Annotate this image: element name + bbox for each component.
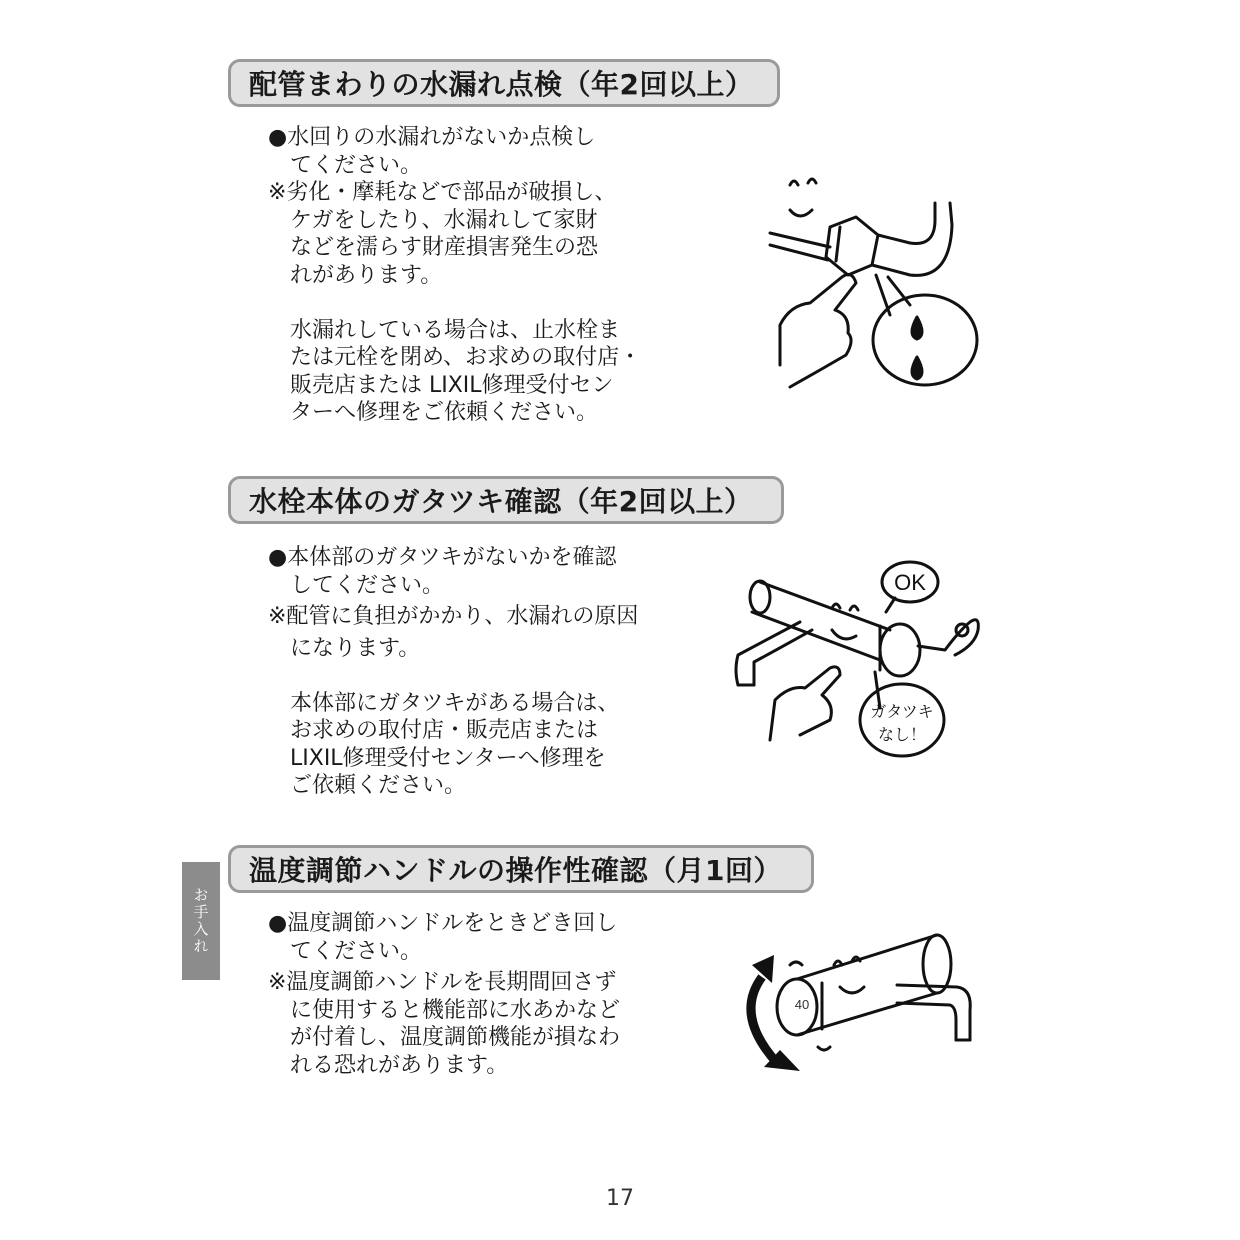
text-line: ●水回りの水漏れがないか点検し	[268, 125, 596, 150]
ok-bubble-text: OK	[894, 570, 926, 595]
text-line: してください。	[290, 572, 445, 598]
text-line: れがあります。	[290, 262, 443, 288]
text-line: てください。	[290, 938, 423, 964]
bubble-text-line2: なし！	[877, 725, 927, 744]
section-heading-faucet-wobble	[228, 476, 784, 524]
text-line: ※配管に負担がかかり、水漏れの原因	[268, 604, 639, 629]
section-heading-temperature-handle	[228, 845, 814, 893]
side-tab-label: お手入れ	[191, 887, 210, 955]
bubble-text-line1: ガタツキ	[870, 702, 934, 721]
text-line: が付着し、温度調節機能が損なわ	[290, 1025, 621, 1050]
text-line: に使用すると機能部に水あかなど	[290, 997, 621, 1023]
dial-value-text: 40	[794, 997, 810, 1012]
text-line: たは元栓を閉め、お求めの取付店・	[290, 345, 642, 370]
text-line: お求めの取付店・販売店または	[290, 718, 599, 743]
text-line: てください。	[290, 152, 423, 178]
section-body-temperature-handle	[268, 910, 620, 1079]
heading-text: 配管まわりの水漏れ点検（年2回以上）	[249, 68, 754, 101]
side-tab-care	[182, 862, 220, 980]
text-line: LIXIL修理受付センターへ修理を	[290, 745, 606, 771]
section-body-pipe-leak	[268, 124, 641, 427]
text-line: になります。	[290, 635, 421, 661]
faucet-ok-illustration	[730, 560, 990, 760]
text-line: ●本体部のガタツキがないかを確認	[268, 545, 617, 570]
text-line: ご依頼ください。	[290, 773, 467, 798]
text-line: ケガをしたり、水漏れして家財	[290, 207, 598, 233]
section-heading-pipe-leak	[228, 59, 780, 107]
text-line: 水漏れしている場合は、止水栓ま	[290, 317, 621, 343]
section-body-faucet-wobble	[268, 544, 638, 800]
text-line: れる恐れがあります。	[290, 1052, 509, 1078]
temperature-handle-illustration	[722, 925, 982, 1080]
heading-text: 温度調節ハンドルの操作性確認（月1回）	[249, 854, 782, 887]
text-line: などを濡らす財産損害発生の恐	[290, 235, 599, 260]
page-number: 17	[606, 1186, 634, 1211]
heading-text: 水栓本体のガタツキ確認（年2回以上）	[249, 485, 753, 518]
text-line: ※温度調節ハンドルを長期間回さず	[268, 970, 617, 995]
text-line: ●温度調節ハンドルをときどき回し	[268, 911, 618, 936]
text-line: 販売店または LIXIL修理受付セン	[290, 372, 614, 398]
pipe-leak-illustration	[760, 165, 990, 395]
text-line: ※劣化・摩耗などで部品が破損し、	[268, 180, 617, 205]
text-line: 本体部にガタツキがある場合は、	[290, 690, 620, 716]
text-line: ターへ修理をご依頼ください。	[290, 400, 599, 425]
